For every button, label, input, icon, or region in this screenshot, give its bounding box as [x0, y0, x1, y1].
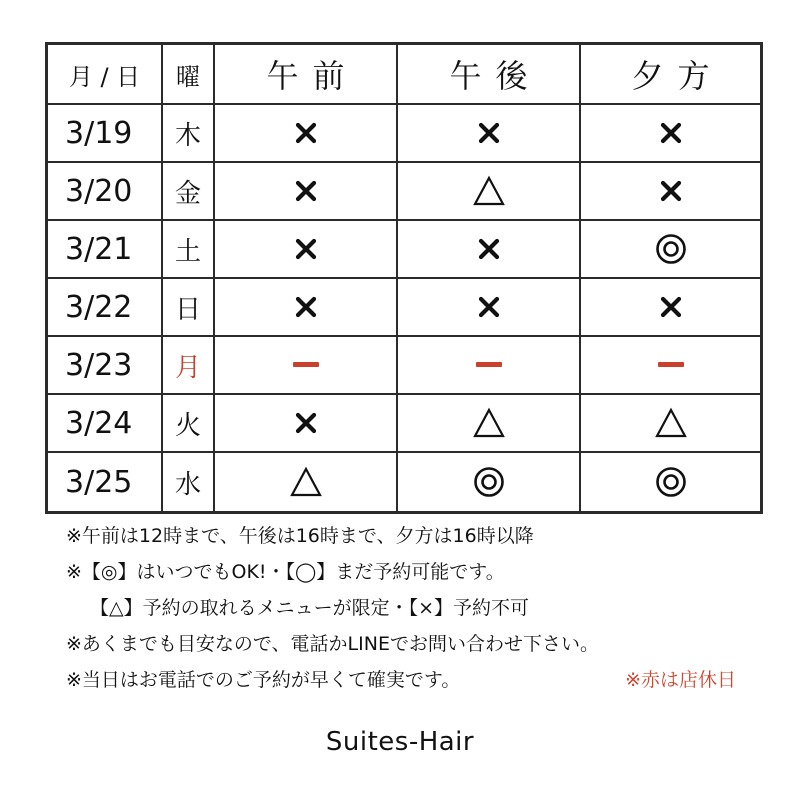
slot-evening-3-21	[581, 221, 760, 279]
note-hours: ※午前は12時まで、午後は16時まで、夕方は16時以降	[66, 525, 534, 547]
header-date: 月 / 日	[48, 45, 163, 105]
note-legend-available: ※【◎】はいつでもOK!・【◯】まだ予約可能です。	[66, 561, 505, 583]
slot-afternoon-3-22	[398, 279, 581, 337]
double-circle-mark-icon	[473, 466, 505, 498]
row-weekday: 木	[163, 105, 215, 163]
note-same-day-text: ※当日はお電話でのご予約が早くて確実です。	[66, 669, 461, 691]
cross-mark-icon	[295, 238, 317, 260]
row-date: 3/25	[48, 453, 163, 511]
cross-mark-icon	[295, 412, 317, 434]
slot-afternoon-3-20	[398, 163, 581, 221]
slot-afternoon-3-19	[398, 105, 581, 163]
cross-mark-icon	[295, 122, 317, 144]
cross-mark-icon	[295, 180, 317, 202]
reservation-schedule-table	[45, 42, 763, 514]
cross-mark-icon	[660, 180, 682, 202]
slot-evening-3-23	[581, 337, 760, 395]
note-legend-limited: 【△】予約の取れるメニューが限定・【×】予約不可	[90, 597, 530, 619]
row-date: 3/21	[48, 221, 163, 279]
header-weekday: 曜	[163, 45, 215, 105]
slot-evening-3-25	[581, 453, 760, 511]
slot-morning-3-24	[215, 395, 398, 453]
notes	[66, 518, 756, 698]
row-weekday: 金	[163, 163, 215, 221]
slot-morning-3-22	[215, 279, 398, 337]
row-date: 3/22	[48, 279, 163, 337]
cross-mark-icon	[478, 238, 500, 260]
dash-mark-icon	[293, 361, 319, 369]
row-date: 3/24	[48, 395, 163, 453]
slot-morning-3-21	[215, 221, 398, 279]
slot-afternoon-3-21	[398, 221, 581, 279]
triangle-mark-icon	[290, 466, 322, 498]
note-contact: ※あくまでも目安なので、電話かLINEでお問い合わせ下さい。	[66, 633, 599, 655]
row-weekday: 月	[163, 337, 215, 395]
row-date: 3/23	[48, 337, 163, 395]
row-weekday: 土	[163, 221, 215, 279]
slot-morning-3-23	[215, 337, 398, 395]
row-date: 3/20	[48, 163, 163, 221]
dash-mark-icon	[658, 361, 684, 369]
slot-morning-3-20	[215, 163, 398, 221]
slot-evening-3-22	[581, 279, 760, 337]
slot-evening-3-24	[581, 395, 760, 453]
header-evening: 夕方	[581, 45, 760, 105]
row-weekday: 火	[163, 395, 215, 453]
header-afternoon: 午後	[398, 45, 581, 105]
triangle-mark-icon	[473, 175, 505, 207]
triangle-mark-icon	[473, 407, 505, 439]
row-weekday: 水	[163, 453, 215, 511]
double-circle-mark-icon	[655, 466, 687, 498]
cross-mark-icon	[478, 122, 500, 144]
header-morning: 午前	[215, 45, 398, 105]
cross-mark-icon	[295, 296, 317, 318]
dash-mark-icon	[476, 361, 502, 369]
slot-evening-3-20	[581, 163, 760, 221]
triangle-mark-icon	[655, 407, 687, 439]
slot-morning-3-25	[215, 453, 398, 511]
row-date: 3/19	[48, 105, 163, 163]
cross-mark-icon	[660, 296, 682, 318]
cross-mark-icon	[478, 296, 500, 318]
slot-afternoon-3-23	[398, 337, 581, 395]
brand-name: Suites-Hair	[325, 727, 475, 757]
cross-mark-icon	[660, 122, 682, 144]
slot-afternoon-3-24	[398, 395, 581, 453]
slot-evening-3-19	[581, 105, 760, 163]
double-circle-mark-icon	[655, 233, 687, 265]
slot-morning-3-19	[215, 105, 398, 163]
note-same-day	[66, 662, 756, 698]
row-weekday: 日	[163, 279, 215, 337]
note-closed-day: ※赤は店休日	[625, 669, 736, 691]
slot-afternoon-3-25	[398, 453, 581, 511]
